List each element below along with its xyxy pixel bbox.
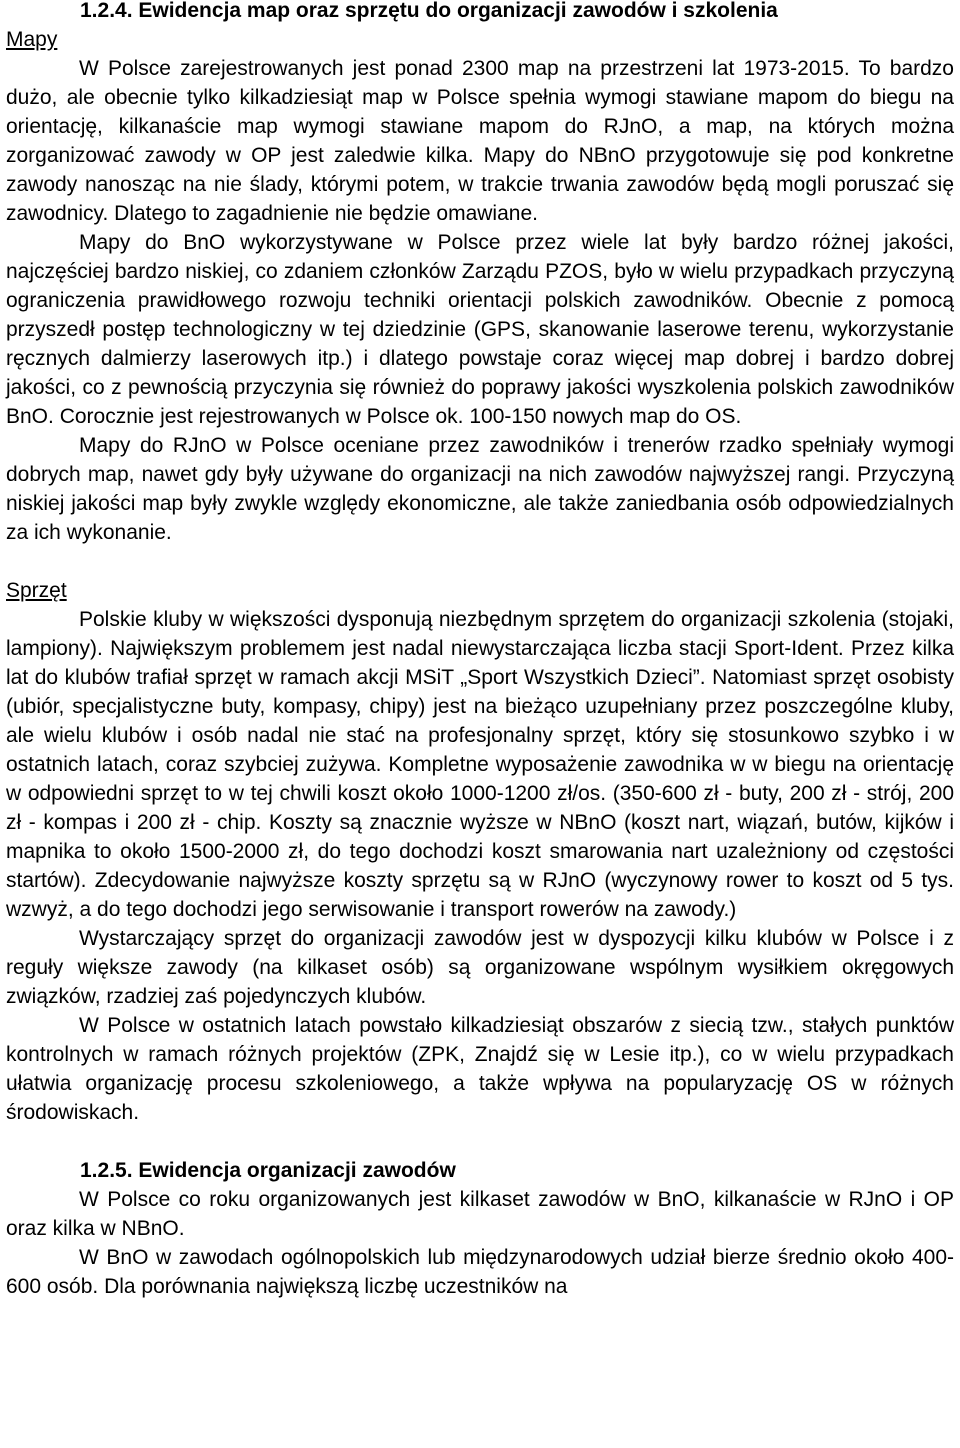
document-body — [6, 0, 954, 1301]
paragraph-maps-2: Mapy do BnO wykorzystywane w Polsce przez wiele lat były bardzo różnej jakości, najczęściej bardzo niskiej, co zdaniem członków Zarządu PZOS, było w wielu przypadkach przyczyną ograniczenia prawidłowego rozwoju techniki orientacji polskich zawodników. Obecnie z pomocą przyszedł postęp technologiczny w tej dziedzinie (GPS, skanowanie laserowe terenu, wykorzystanie ręcznych dalmierzy laserowych itp.) i dlatego powstaje coraz więcej map dobrej i bardzo dobrej jakości, co z pewnością przyczynia się również do poprawy jakości wyszkolenia polskich zawodników BnO. Corocznie jest rejestrowanych w Polsce ok. 100-150 nowych map do OS. — [6, 231, 954, 428]
paragraph-maps-3: Mapy do RJnO w Polsce oceniane przez zawodników i trenerów rzadko spełniały wymogi dobrych map, nawet gdy były używane do organizacji na nich zawodów najwyższej rangi. Przyczyną niskiej jakości map były zwykle względy ekonomiczne, ale także zaniedbania osób odpowiedzialnych za ich wykonanie. — [6, 434, 954, 544]
spacer — [6, 1127, 954, 1156]
spacer — [6, 547, 954, 576]
paragraph-competitions-1: W Polsce co roku organizowanych jest kilkaset zawodów w BnO, kilkanaście w RJnO i OP oraz kilka w NBnO. — [6, 1188, 954, 1240]
section-heading-competitions: 1.2.5. Ewidencja organizacji zawodów — [80, 1159, 456, 1182]
paragraph-maps-1: W Polsce zarejestrowanych jest ponad 2300 map na przestrzeni lat 1973-2015. To bardzo dużo, ale obecnie tylko kilkadziesiąt map w Polsce spełnia wymogi stawiane mapom do biegu na orientację, kilkanaście map wymogi stawiane mapom do RJnO, a map, na których można zorganizować zawody w OP jest zaledwie kilka. Mapy do NBnO przygotowuje się pod konkretne zawody nanosząc na nie ślady, którymi potem, w trakcie trwania zawodów będą mogli poruszać się zawodnicy. Dlatego to zagadnienie nie będzie omawiane. — [6, 57, 954, 225]
paragraph-equipment-2: Wystarczający sprzęt do organizacji zawodów jest w dyspozycji kilku klubów w Polsce i z reguły większe zawody (na kilkaset osób) są organizowane wspólnym wysiłkiem okręgowych związków, rzadziej zaś pojedynczych klubów. — [6, 927, 954, 1008]
section-heading-maps-equipment: 1.2.4. Ewidencja map oraz sprzętu do organizacji zawodów i szkolenia — [80, 0, 778, 22]
paragraph-equipment-1: Polskie kluby w większości dysponują niezbędnym sprzętem do organizacji szkolenia (stojaki, lampiony). Największym problemem jest nadal niewystarczająca liczba stacji Sport-Ident. Przez kilka lat do klubów trafiał sprzęt w ramach akcji MSiT „Sport Wszystkich Dzieci”. Natomiast sprzęt osobisty (ubiór, specjalistyczne buty, kompasy, chipy) jest na bieżąco uzupełniany przez poszczególne kluby, ale wielu klubów i osób nadal nie stać na profesjonalny sprzęt, który się stosunkowo szybko i w ostatnich latach, coraz szybciej zużywa. Kompletne wyposażenie zawodnika w w biegu na orientację w odpowiedni sprzęt to w tej chwili koszt około 1000-1200 zł/os. (350-600 zł - buty, 200 zł - strój, 200 zł - kompas i 200 zł - chip. Koszty są znacznie wyższe w NBnO (koszt nart, wiązań, butów, kijków i mapnika to około 1500-2000 zł, do tego dochodzi koszt smarowania nart uzależniony od częstości startów). Zdecydowanie najwyższe koszty sprzętu są w RJnO (wyczynowy rower to koszt od 5 tys. wzwyż, a do tego dochodzi jego serwisowanie i transport rowerów na zawody.) — [6, 608, 954, 921]
subheading-equipment: Sprzęt — [6, 579, 67, 602]
paragraph-competitions-2: W BnO w zawodach ogólnopolskich lub międzynarodowych udział bierze średnio około 400-600 osób. Dla porównania największą liczbę uczestników na — [6, 1246, 954, 1298]
paragraph-equipment-3: W Polsce w ostatnich latach powstało kilkadziesiąt obszarów z siecią tzw., stałych punktów kontrolnych w ramach różnych projektów (ZPK, Znajdź się w Lesie itp.), co w wielu przypadkach ułatwia organizację procesu szkoleniowego, a także wpływa na popularyzację OS w różnych środowiskach. — [6, 1014, 954, 1124]
subheading-maps: Mapy — [6, 28, 58, 51]
